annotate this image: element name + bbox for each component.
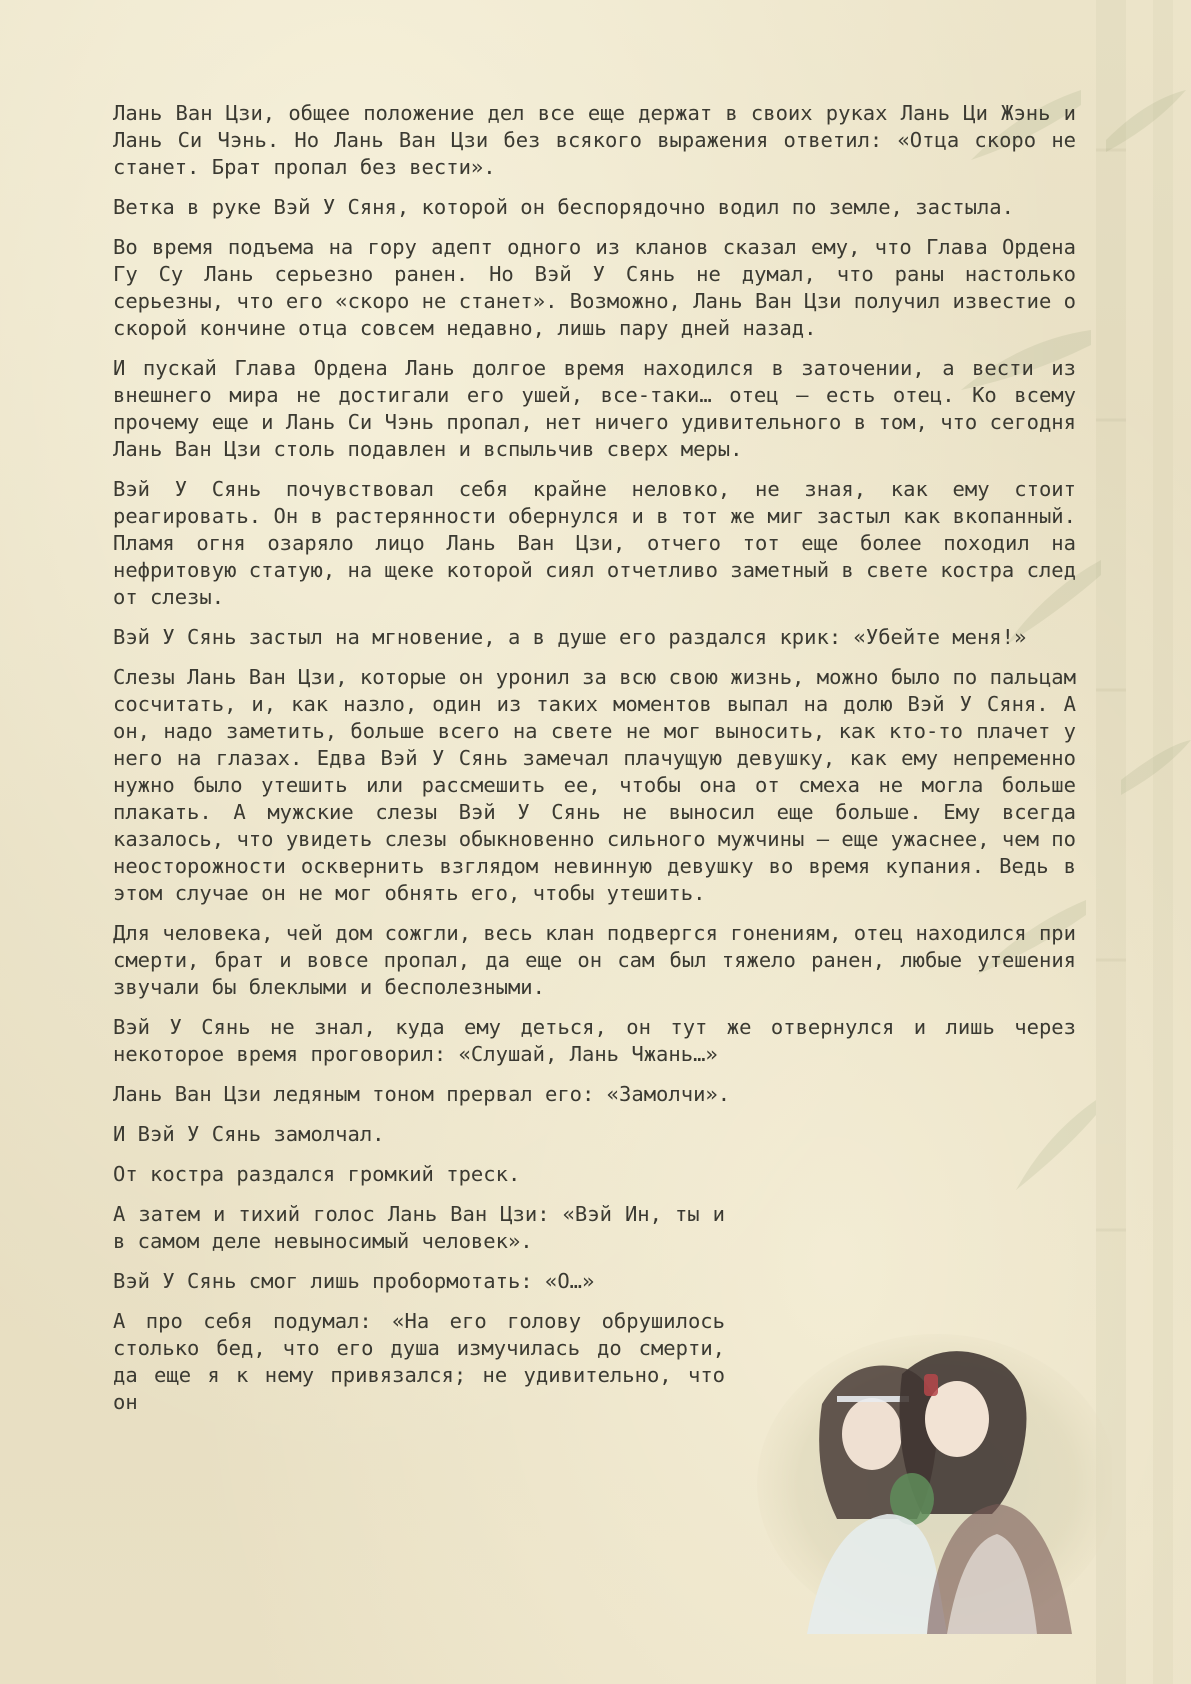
paragraph: Лань Ван Цзи, общее положение дел все еще держат в своих руках Лань Ци Жэнь и Лань Си Чэнь. Но Лань Ван Цзи без всякого выражения ответил: «Отца скоро не станет. Брат пропал без вести».: [113, 101, 1076, 179]
paragraph: Слезы Лань Ван Цзи, которые он уронил за всю свою жизнь, можно было по пальцам сосчитать, и, как назло, один из таких моментов выпал на долю Вэй У Сяня. А он, надо заметить, больше всего на свете не мог выносить, как кто-то плачет у него на глазах. Едва Вэй У Сянь замечал плачущую девушку, как ему непременно нужно было утешить или рассмешить ее, чтобы она от смеха не могла больше плакать. А мужские слезы Вэй У Сянь не выносил еще больше. Ему всегда казалось, что увидеть слезы обыкновенно сильного мужчины — еще ужаснее, чем по неосторожности осквернить взглядом невинную девушку во время купания. Ведь в этом случае он не мог обнять его, чтобы утешить.: [113, 665, 1076, 905]
chapter-text: [113, 100, 1076, 1429]
paragraph: А затем и тихий голос Лань Ван Цзи: «Вэй Ин, ты и в самом деле невыносимый человек».: [113, 1202, 725, 1253]
paragraph: Вэй У Сянь почувствовал себя крайне неловко, не зная, как ему стоит реагировать. Он в растерянности обернулся и в тот же миг застыл как вкопанный. Пламя огня озаряло лицо Лань Ван Цзи, отчего тот еще более походил на нефритовую статую, на щеке которой сиял отчетливо заметный в свете костра след от слезы.: [113, 477, 1076, 609]
paragraph: Вэй У Сянь не знал, куда ему деться, он тут же отвернулся и лишь через некоторое время проговорил: «Слушай, Лань Чжань…»: [113, 1015, 1076, 1066]
paragraph: Вэй У Сянь застыл на мгновение, а в душе его раздался крик: «Убейте меня!»: [113, 625, 1027, 649]
two-characters-illustration-icon: [752, 1334, 1112, 1634]
paragraph: Ветка в руке Вэй У Сяня, которой он беспорядочно водил по земле, застыла.: [113, 195, 1014, 219]
paragraph: Во время подъема на гору адепт одного из кланов сказал ему, что Глава Ордена Гу Су Лань серьезно ранен. Но Вэй У Сянь не думал, что раны настолько серьезны, что его «скоро не станет». Возможно, Лань Ван Цзи получил известие о скорой кончине отца совсем недавно, лишь пару дней назад.: [113, 235, 1076, 340]
paragraph: И Вэй У Сянь замолчал.: [113, 1122, 385, 1146]
paragraph: Лань Ван Цзи ледяным тоном прервал его: «Замолчи».: [113, 1082, 731, 1106]
paragraph: От костра раздался громкий треск.: [113, 1162, 521, 1186]
paragraph: Для человека, чей дом сожгли, весь клан подвергся гонениям, отец находился при смерти, брат и вовсе пропал, да еще он сам был тяжело ранен, любые утешения звучали бы блеклыми и бесполезными.: [113, 921, 1076, 999]
paragraph: И пускай Глава Ордена Лань долгое время находился в заточении, а вести из внешнего мира не достигали его ушей, все-таки… отец — есть отец. Ко всему прочему еще и Лань Си Чэнь пропал, нет ничего удивительного в том, что сегодня Лань Ван Цзи столь подавлен и вспыльчив сверх меры.: [113, 356, 1076, 461]
paragraph: Вэй У Сянь смог лишь пробормотать: «О…»: [113, 1269, 595, 1293]
paragraph: А про себя подумал: «На его голову обрушилось столько бед, что его душа измучилась до смерти, да еще я к нему привязался; не удивительно, что он: [113, 1309, 725, 1414]
